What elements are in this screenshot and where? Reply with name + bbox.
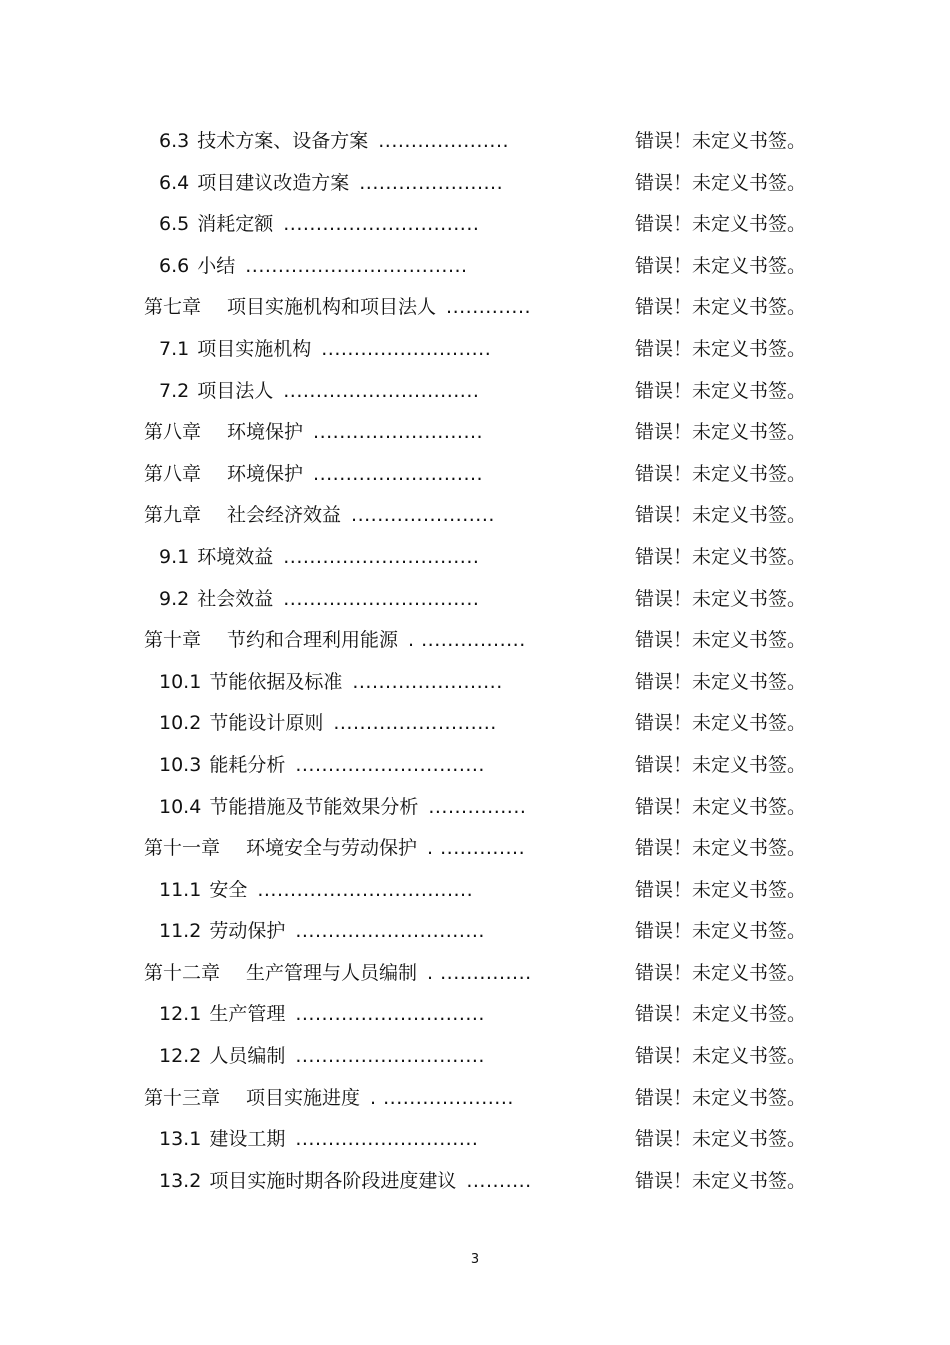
toc-entry-page-ref: 错误！未定义书签。 <box>635 587 807 610</box>
toc-entry-leader-dots: .............................. <box>283 379 480 402</box>
toc-entry-heading <box>144 1078 514 1120</box>
toc-entry[interactable] <box>0 371 950 413</box>
toc-entry-heading <box>144 412 483 454</box>
toc-entry-leader-dots: ............................. <box>295 1003 485 1026</box>
toc-entry[interactable] <box>0 953 950 995</box>
toc-entry-page-ref: 错误！未定义书签。 <box>635 213 807 236</box>
toc-entry-title: 建设工期 <box>209 1128 286 1151</box>
toc-entry-number: 10.1 <box>159 670 202 693</box>
toc-entry-heading <box>159 579 479 621</box>
toc-entry-leader-dots: . .............. <box>427 961 532 984</box>
toc-entry-leader-dots: ............................. <box>295 753 485 776</box>
toc-entry-number: 12.2 <box>159 1045 202 1068</box>
toc-entry-number: 11.1 <box>159 878 202 901</box>
toc-entry-leader-dots: ............... <box>428 795 527 818</box>
toc-entry-page-ref: 错误！未定义书签。 <box>635 1086 807 1109</box>
toc-entry-title: 项目建议改造方案 <box>197 171 350 194</box>
toc-entry[interactable] <box>0 994 950 1036</box>
toc-entry-number: 第八章 <box>144 421 202 444</box>
toc-entry-page-ref: 错误！未定义书签。 <box>635 1045 807 1068</box>
toc-entry-number: 第十一章 <box>144 837 221 860</box>
toc-entry-title: 劳动保护 <box>209 920 286 943</box>
toc-entry-page-ref: 错误！未定义书签。 <box>635 171 807 194</box>
toc-entry-heading <box>159 204 479 246</box>
toc-entry-heading <box>159 662 503 704</box>
toc-entry-title: 环境安全与劳动保护 <box>246 837 418 860</box>
toc-entry-heading <box>144 620 526 662</box>
toc-entry-heading <box>159 537 479 579</box>
toc-entry[interactable] <box>0 1078 950 1120</box>
toc-entry-number: 9.2 <box>159 587 190 610</box>
toc-entry-heading <box>144 953 532 995</box>
toc-entry-heading <box>159 1036 485 1078</box>
toc-entry-title: 项目实施机构 <box>197 337 312 360</box>
toc-entry[interactable] <box>0 246 950 288</box>
toc-entry-leader-dots: .......... <box>466 1169 532 1192</box>
toc-entry[interactable] <box>0 329 950 371</box>
toc-entry-heading <box>144 287 531 329</box>
toc-entry[interactable] <box>0 1036 950 1078</box>
toc-entry[interactable] <box>0 911 950 953</box>
toc-entry-title: 社会效益 <box>197 587 274 610</box>
toc-entry-number: 12.1 <box>159 1003 202 1026</box>
toc-entry-heading <box>159 745 485 787</box>
toc-entry-page-ref: 错误！未定义书签。 <box>635 837 807 860</box>
page-number: 3 <box>470 1252 480 1267</box>
toc-entry-number: 10.3 <box>159 753 202 776</box>
toc-entry[interactable] <box>0 163 950 205</box>
toc-entry[interactable] <box>0 454 950 496</box>
toc-entry-heading <box>144 828 525 870</box>
toc-entry-leader-dots: ............. <box>446 296 532 319</box>
toc-entry-title: 生产管理 <box>209 1003 286 1026</box>
toc-entry-leader-dots: .................................. <box>245 254 468 277</box>
toc-entry[interactable] <box>0 579 950 621</box>
toc-entry-heading <box>159 870 473 912</box>
toc-entry-leader-dots: . ................ <box>408 629 526 652</box>
toc-entry-page-ref: 错误！未定义书签。 <box>635 379 807 402</box>
toc-entry-title: 技术方案、设备方案 <box>197 130 369 152</box>
toc-entry-leader-dots: .......................... <box>321 337 492 360</box>
toc-entry[interactable] <box>0 1119 950 1161</box>
toc-entry-title: 社会经济效益 <box>227 504 342 527</box>
toc-entry-heading <box>159 994 485 1036</box>
toc-entry-title: 生产管理与人员编制 <box>246 961 418 984</box>
toc-entry-title: 节约和合理利用能源 <box>227 629 399 652</box>
toc-entry-title: 能耗分析 <box>209 753 286 776</box>
toc-entry-leader-dots: ............................. <box>295 1045 485 1068</box>
toc-entry-leader-dots: .............................. <box>283 587 480 610</box>
toc-entry-leader-dots: ............................. <box>295 920 485 943</box>
toc-entry-leader-dots: ...................... <box>359 171 504 194</box>
toc-entry[interactable] <box>0 121 950 163</box>
toc-entry-title: 小结 <box>197 254 236 277</box>
toc-entry-page-ref: 错误！未定义书签。 <box>635 1128 807 1151</box>
toc-entry-title: 环境保护 <box>227 462 304 485</box>
toc-entry-title: 项目实施机构和项目法人 <box>227 296 437 319</box>
toc-entry-page-ref: 错误！未定义书签。 <box>635 296 807 319</box>
toc-entry-number: 13.1 <box>159 1128 202 1151</box>
toc-entry-title: 节能设计原则 <box>209 712 324 735</box>
toc-entry-title: 项目法人 <box>197 379 274 402</box>
toc-entry-title: 安全 <box>209 878 248 901</box>
toc-entry[interactable] <box>0 787 950 829</box>
toc-entry-leader-dots: .......................... <box>313 421 484 444</box>
toc-entry-number: 第七章 <box>144 296 202 319</box>
toc-entry-number: 6.3 <box>159 130 190 152</box>
toc-entry[interactable] <box>0 204 950 246</box>
toc-entry-heading <box>159 787 526 829</box>
toc-entry-leader-dots: ............................ <box>295 1128 479 1151</box>
toc-entry-number: 13.2 <box>159 1169 202 1192</box>
toc-entry-leader-dots: ...................... <box>351 504 495 527</box>
toc-entry-leader-dots: .............................. <box>283 545 480 568</box>
toc-entry-heading <box>159 371 479 413</box>
toc-entry[interactable] <box>0 745 950 787</box>
toc-entry-page-ref: 错误！未定义书签。 <box>635 421 807 444</box>
toc-entry-heading <box>159 911 485 953</box>
toc-entry-heading <box>159 246 468 288</box>
toc-entry[interactable] <box>0 495 950 537</box>
toc-entry-page-ref: 错误！未定义书签。 <box>635 545 807 568</box>
toc-entry-title: 项目实施进度 <box>246 1086 361 1109</box>
toc-entry-page-ref: 错误！未定义书签。 <box>635 337 807 360</box>
toc-entry[interactable] <box>0 537 950 579</box>
toc-entry-title: 项目实施时期各阶段进度建议 <box>209 1169 457 1192</box>
toc-entry-page-ref: 错误！未定义书签。 <box>635 920 807 943</box>
toc-entry-title: 环境效益 <box>197 545 274 568</box>
toc-entry-number: 第八章 <box>144 462 202 485</box>
toc-entry-page-ref: 错误！未定义书签。 <box>635 1169 807 1192</box>
toc-entry-page-ref: 错误！未定义书签。 <box>635 254 807 277</box>
toc-entry-number: 9.1 <box>159 545 190 568</box>
toc-entry[interactable] <box>0 870 950 912</box>
toc-entry-number: 7.1 <box>159 337 190 360</box>
toc-entry-title: 人员编制 <box>209 1045 286 1068</box>
toc-entry-page-ref: 错误！未定义书签。 <box>635 795 807 818</box>
toc-entry-number: 第十章 <box>144 629 202 652</box>
toc-entry-page-ref: 错误！未定义书签。 <box>635 712 807 735</box>
toc-entry-heading <box>159 163 503 205</box>
toc-entry-page-ref: 错误！未定义书签。 <box>635 961 807 984</box>
toc-entry-leader-dots: .......................... <box>313 462 484 485</box>
toc-entry-page-ref: 错误！未定义书签。 <box>635 504 807 527</box>
toc-entry-heading <box>159 703 497 745</box>
toc-entry-title: 节能措施及节能效果分析 <box>209 795 419 818</box>
toc-entry-heading <box>159 329 491 371</box>
toc-entry-heading <box>159 1161 532 1203</box>
toc-entry-title: 节能依据及标准 <box>209 670 343 693</box>
toc-entry-leader-dots: ................................. <box>257 878 474 901</box>
toc-entry-number: 第十二章 <box>144 961 221 984</box>
toc-entry[interactable] <box>0 1161 950 1203</box>
table-of-contents <box>0 121 950 1202</box>
toc-entry-leader-dots: .................... <box>378 130 510 152</box>
toc-entry-page-ref: 错误！未定义书签。 <box>635 878 807 901</box>
toc-entry[interactable] <box>0 412 950 454</box>
toc-entry-number: 第九章 <box>144 504 202 527</box>
toc-entry-leader-dots: ....................... <box>352 670 503 693</box>
toc-entry-page-ref: 错误！未定义书签。 <box>635 462 807 485</box>
toc-entry-title: 消耗定额 <box>197 213 274 236</box>
toc-entry-heading <box>144 495 495 537</box>
toc-entry-leader-dots: . .................... <box>370 1086 514 1109</box>
toc-entry[interactable] <box>0 828 950 870</box>
toc-entry-page-ref: 错误！未定义书签。 <box>635 1003 807 1026</box>
toc-entry-number: 6.4 <box>159 171 190 194</box>
toc-entry-page-ref: 错误！未定义书签。 <box>635 753 807 776</box>
toc-entry-number: 7.2 <box>159 379 190 402</box>
toc-entry-title: 环境保护 <box>227 421 304 444</box>
toc-entry-heading <box>159 121 509 163</box>
toc-entry-number: 6.5 <box>159 213 190 236</box>
toc-entry-number: 10.4 <box>159 795 202 818</box>
toc-entry[interactable] <box>0 620 950 662</box>
toc-entry-page-ref: 错误！未定义书签。 <box>635 629 807 652</box>
toc-entry[interactable] <box>0 287 950 329</box>
toc-entry[interactable] <box>0 703 950 745</box>
toc-entry-heading <box>159 1119 478 1161</box>
toc-entry-heading <box>144 454 483 496</box>
toc-entry-page-ref: 错误！未定义书签。 <box>635 130 807 152</box>
toc-entry-page-ref: 错误！未定义书签。 <box>635 670 807 693</box>
toc-entry-number: 第十三章 <box>144 1086 221 1109</box>
toc-entry-number: 6.6 <box>159 254 190 277</box>
toc-entry-number: 10.2 <box>159 712 202 735</box>
toc-entry-number: 11.2 <box>159 920 202 943</box>
toc-entry-leader-dots: . ............. <box>427 837 526 860</box>
toc-entry-leader-dots: ......................... <box>333 712 497 735</box>
toc-entry-leader-dots: .............................. <box>283 213 480 236</box>
toc-entry[interactable] <box>0 662 950 704</box>
